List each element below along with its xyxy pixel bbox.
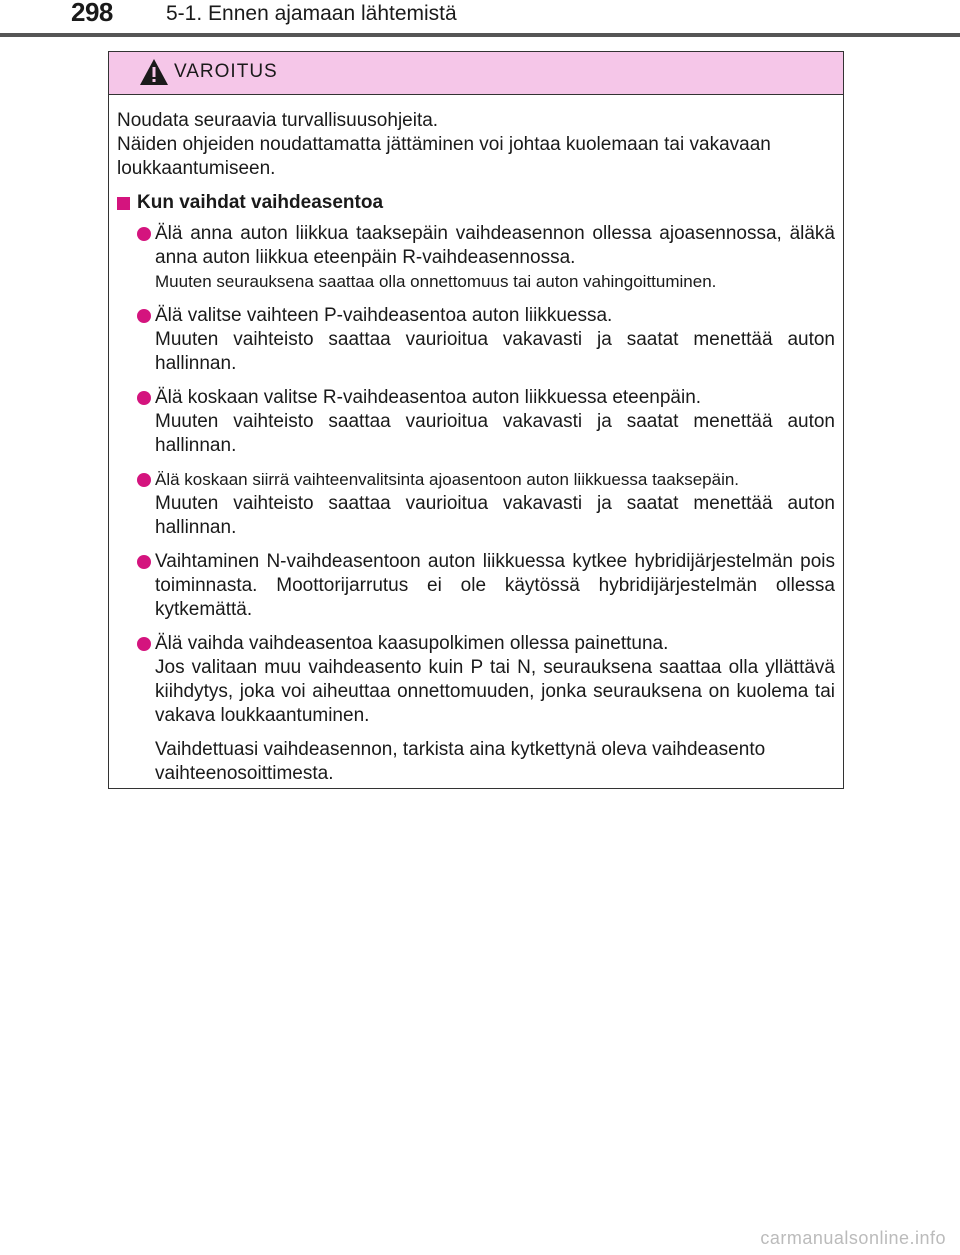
warning-intro (117, 109, 835, 181)
round-bullet-icon (137, 227, 151, 241)
square-bullet-icon (117, 197, 130, 210)
bullet-item (117, 386, 835, 458)
round-bullet-icon (137, 637, 151, 651)
bullet-consequence: Muuten vaihteisto saattaa vaurioitua vakavasti ja saatat menettää auton hallinnan. (155, 493, 835, 538)
bullet-consequence: Jos valitaan muu vaihdeasento kuin P tai N, seurauksena saattaa olla yllättävä kiihdytys, joka voi aiheuttaa onnettomuuden, jonka seurauksena on kuolema tai vakava loukkaantuminen. (155, 657, 835, 726)
bullet-text: Älä anna auton liikkua taaksepäin vaihdeasennon ollessa ajoasennossa, äläkä anna auton liikkua eteenpäin R-vaihdeasennossa. (155, 223, 835, 268)
bullet-item (117, 304, 835, 376)
round-bullet-icon (137, 555, 151, 569)
page-number: 298 (71, 0, 113, 27)
intro-line: Noudata seuraavia turvallisuusohjeita. (117, 110, 439, 131)
section-title: 5-1. Ennen ajamaan lähtemistä (166, 2, 457, 25)
bullet-text: Vaihtaminen N-vaihdeasentoon auton liikkuessa kytkee hybridijärjestelmän pois toiminnasta. Moottorijarrutus ei ole käytössä hybridijärjestelmän ollessa kytkemättä. (155, 551, 835, 620)
round-bullet-icon (137, 309, 151, 323)
bullet-text: Älä valitse vaihteen P-vaihdeasentoa auton liikkuessa. (155, 305, 613, 326)
round-bullet-icon (137, 391, 151, 405)
bullet-consequence: Muuten vaihteisto saattaa vaurioitua vakavasti ja saatat menettää auton hallinnan. (155, 411, 835, 456)
watermark: carmanualsonline.info (760, 1228, 946, 1248)
intro-line: Näiden ohjeiden noudattamatta jättäminen voi johtaa kuolemaan tai vakavaan loukkaantumiseen. (117, 134, 771, 179)
bullet-consequence: Muuten seurauksena saattaa olla onnettomuus tai auton vahingoittuminen. (155, 272, 717, 291)
warning-triangle-icon (139, 58, 169, 86)
bullet-text: Älä koskaan siirrä vaihteenvalitsinta ajoasentoon auton liikkuessa taaksepäin. (155, 470, 740, 489)
round-bullet-icon (137, 473, 151, 487)
warning-body (109, 95, 843, 786)
bullet-text: Älä vaihda vaihdeasentoa kaasupolkimen ollessa painettuna. (155, 633, 669, 654)
bullet-item (117, 222, 835, 294)
warning-box (108, 51, 844, 789)
warning-header (109, 52, 843, 95)
warning-label: VAROITUS (174, 61, 278, 82)
header-rule (0, 33, 960, 37)
bullet-text: Älä koskaan valitse R-vaihdeasentoa auton liikkuessa eteenpäin. (155, 387, 702, 408)
bullet-item (117, 632, 835, 728)
warning-subheading (117, 191, 835, 215)
bullet-consequence: Muuten vaihteisto saattaa vaurioitua vakavasti ja saatat menettää auton hallinnan. (155, 329, 835, 374)
warning-note: Vaihdettuasi vaihdeasennon, tarkista aina kytkettynä oleva vaihdeasento vaihteenosoittimesta. (155, 739, 766, 784)
bullet-item (117, 550, 835, 622)
bullet-item (117, 468, 835, 540)
subheading-text: Kun vaihdat vaihdeasentoa (137, 192, 384, 213)
